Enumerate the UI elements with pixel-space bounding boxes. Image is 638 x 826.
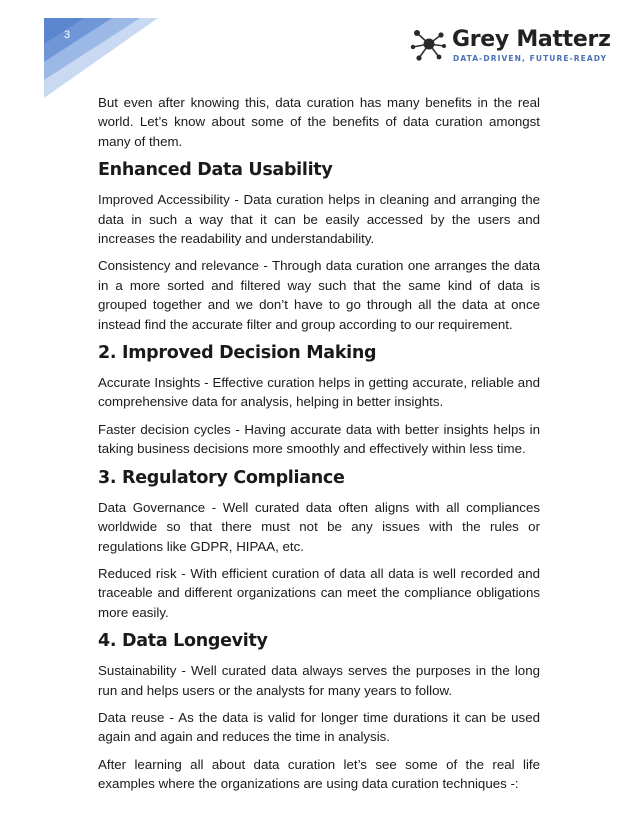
intro-paragraph: But even after knowing this, data curation has many benefits in the real world. Let’s know about some of the benefits of data curation amongst many of them. xyxy=(98,95,540,149)
logo-tagline: DATA-DRIVEN, FUTURE-READY xyxy=(453,54,608,63)
section-heading: 4. Data Longevity xyxy=(98,631,268,652)
corner-decoration xyxy=(0,0,170,100)
section-paragraph: Improved Accessibility - Data curation helps in cleaning and arranging the data in such a way that it can be easily accessed by the users and increases the readability and understandability. xyxy=(98,192,540,247)
section-heading: Enhanced Data Usability xyxy=(98,160,333,181)
section-heading: 3. Regulatory Compliance xyxy=(98,467,345,488)
outro-paragraph: After learning all about data curation let’s see some of the real life examples where the organizations are using data curation techniques -: xyxy=(98,756,540,792)
section-paragraph: Sustainability - Well curated data always serves the purposes in the long run and helps users or the analysts for many years to follow. xyxy=(98,663,540,698)
section-paragraph: Consistency and relevance - Through data curation one arranges the data in a more sorted and filtered way such that the same kind of data is grouped together and we don’t have to go through all the data at once instead find the accurate filter and group according to our requirement. xyxy=(98,258,540,332)
section-paragraph: Data reuse - As the data is valid for longer time durations it can be used again and again and reduces the time in analysis. xyxy=(98,709,540,745)
section-paragraph: Faster decision cycles - Having accurate data with better insights helps in taking business decisions more smoothly and effectively within less time. xyxy=(98,421,540,457)
section-paragraph: Reduced risk - With efficient curation of data all data is well recorded and traceable and different organizations can meet the compliance obligations more easily. xyxy=(98,565,540,620)
document-body xyxy=(98,93,540,802)
network-nodes-icon xyxy=(409,27,447,63)
section-paragraph: Data Governance - Well curated data often aligns with all compliances worldwide so that there must not be any issues with the rules or regulations like GDPR, HIPAA, etc. xyxy=(98,499,540,554)
logo-name: Grey Matterz xyxy=(452,27,611,52)
section-paragraph: Accurate Insights - Effective curation helps in getting accurate, reliable and comprehensive data for analysis, helping in better insights. xyxy=(98,375,540,410)
section-heading: 2. Improved Decision Making xyxy=(98,343,377,364)
page-number: 3 xyxy=(64,29,71,41)
brand-logo xyxy=(409,27,611,67)
